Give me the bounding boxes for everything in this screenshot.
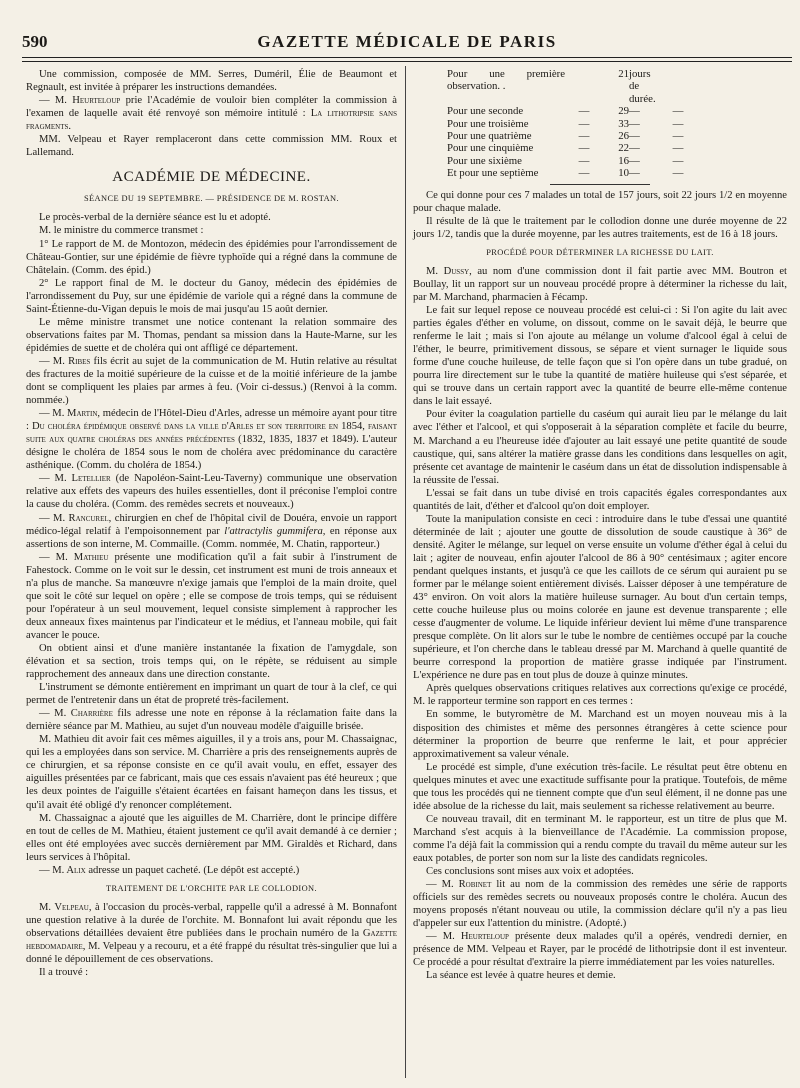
duration-days: 10 <box>618 167 629 180</box>
duration-tail: — <box>672 117 684 130</box>
duration-dash: — <box>578 117 590 130</box>
person-name: M. Rancurel, <box>53 512 112 524</box>
paragraph: Le procédé est simple, d'une exécution très-facile. Le résultat peut être obtenu en quelques minutes et avec une exactitude suffisante pour la pratique. Toutefois, de même que tous les procédés qui ne tiennent compte que d'un seul élément, il ne donne pas une idée absolue de la richesse du lait, mais seulement sa richesse relativement au beurre. <box>413 761 787 812</box>
paragraph: — M. Robinet lit au nom de la commission des remèdes une série de rapports officiels sur des remèdes secrets ou nouveaux proposés contre le choléra. Aucun des moyens proposés n'étant nouveau ou utile, la commission déclare qu'il n'y a pas lieu d'appeler sur eux l'attention du ministre. (Adopté.) <box>413 879 787 930</box>
duration-dash: — <box>578 130 590 143</box>
duration-days: 26 <box>618 130 629 143</box>
paragraph: Il résulte de là que le traitement par le collodion donne une durée moyenne de 22 jours 1/2, tandis que la durée moyenne, par les autres traitements, est de 16 à 18 jours. <box>413 215 787 240</box>
header-rule-top <box>22 57 792 58</box>
paragraph: — M. Letellier (de Napoléon-Saint-Leu-Taverny) communique une observation relative aux effets des vapeurs des huiles essentielles, dont il préconise l'emploi contre la cause du choléra. (Comm. des remèdes secrets et nouveaux.) <box>26 473 397 511</box>
person-name: M. Velpeau, <box>39 901 92 913</box>
paragraph: L'instrument se démonte entièrement en imprimant un quart de tour à la clef, ce qui permet de l'entretenir dans un état de propreté très-facilement. <box>26 682 397 707</box>
paragraph: — M. Heurteloup présente deux malades qu'il a opérés, vendredi dernier, en présence de MM. Velpeau et Rayer, par le procédé de lithotripsie dont il est inventeur. Ce procédé a pour résultat d'extraire la pierre immédiatement par les voies naturelles. <box>413 931 787 969</box>
paragraph: Ce qui donne pour ces 7 malades un total de 157 jours, soit 22 jours 1/2 en moyenne pour chaque malade. <box>413 189 787 214</box>
duration-days: 21 <box>618 68 629 80</box>
paragraph: — M. Mathieu présente une modification qu'il a fait subir à l'instrument de Fahestock. Comme on le voit sur le dessin, cet instrument est muni de trois anneaux et n'a plus de manche. Sa manœuvre n'exige jamais que l'emploi de la main droite, quel que soit le côté sur lequel on opère ; elle se compose de trois temps, qui se réduisent pour l'opérateur à un seul mouvement, lequel consiste simplement à rapprocher les deux anneaux fixes maintenus par l'indicateur et le médius, et l'anneau mobile, qui fait avancer le pouce. <box>26 551 398 641</box>
paragraph: M. Velpeau, à l'occasion du procès-verbal, rappelle qu'il a adressé à M. Bonnafont une question relative à la durée de l'orchite. M. Bonnafont lui avait répondu que les observations détaillées devaient être publiées dans le prochain numéro de la Gazette hebdomadaire, M. Velpeau y a recouru, et a été frappé du résultat très-singulier que lui a donné le dépouillement de ces observations. <box>26 901 398 966</box>
paragraph: La séance est levée à quatre heures et demie. <box>426 970 616 982</box>
person-name: M. Mathieu <box>55 551 109 563</box>
duration-dash <box>565 68 603 105</box>
duration-days: 29 <box>618 105 629 118</box>
paragraph: — M. Ribes fils écrit au sujet de la communication de M. Hutin relative au résultat des fractures de la moitié supérieure de la cuisse et de la moitié inférieure de la jambe dont se compliquent les plaies par armes à feu. (Voir ci-dessus.) (Renvoi à la comm. nommée.) <box>26 355 397 407</box>
duration-tail: — <box>672 154 684 167</box>
right-column <box>413 68 787 982</box>
duration-label: Et pour une septième <box>447 167 539 180</box>
subsection-heading: PROCÉDÉ POUR DÉTERMINER LA RICHESSE DU LAIT. <box>486 247 714 257</box>
page-header <box>22 12 792 52</box>
duration-row <box>447 68 693 105</box>
paragraph: On obtient ainsi et d'une manière instantanée la fixation de l'amygdale, son élévation et sa section, trois temps qui, on le répète, se réduisent au simple rapprochement des anneaux dans une direction constante. <box>26 642 397 681</box>
paragraph: Pour éviter la coagulation partielle du caséum qui aurait lieu par le mélange du lait avec l'éther et l'alcool, et qui s'opposerait à la séparation complète et facile du beurre, M. Marchand a eu l'heureuse idée d'ajouter au lait essayé une petite quantité de soude caustique, qui, sans altérer la matière grasse dans les conditions dans lesquelles on agit, présente cet avantage de maintenir le caséum dans un état de dissolution indispensable à la réussite de l'essai. <box>413 409 787 486</box>
paragraph: M. Dussy, au nom d'une commission dont il fait partie avec MM. Boutron et Boullay, lit un rapport sur un nouveau procédé propre à déterminer la richesse du lait, par M. Marchand, pharmacien à Fécamp. <box>413 265 787 303</box>
duration-unit: — <box>629 154 640 167</box>
duration-days: 33 <box>618 117 629 130</box>
paragraph: Il a trouvé : <box>39 967 89 979</box>
session-heading: SÉANCE DU 19 SEPTEMBRE. — PRÉSIDENCE DE M. ROSTAN. <box>83 194 339 204</box>
duration-table <box>447 68 693 180</box>
journal-title: GAZETTE MÉDICALE DE PARIS <box>257 32 557 51</box>
duration-tail: — <box>672 167 684 180</box>
left-column <box>26 68 397 979</box>
duration-row <box>447 118 693 130</box>
person-name: M. Heurteloup <box>54 95 121 107</box>
duration-row <box>447 167 693 179</box>
duration-unit: — <box>629 167 640 180</box>
person-name: M. Ribes <box>52 355 91 367</box>
paragraph: — M. Alix adresse un paquet cacheté. (Le dépôt est accepté.) <box>39 864 300 876</box>
duration-dash: — <box>578 167 590 180</box>
section-heading: ACADÉMIE DE MÉDECINE. <box>112 169 311 186</box>
duration-dash: — <box>578 142 590 155</box>
person-name: M. Dussy, <box>426 265 472 277</box>
paragraph: — M. Heurteloup prie l'Académie de vouloir bien compléter la commission à l'examen de laquelle avait été renvoyé son mémoire intitulé : La lithotripsie sans fragments. <box>26 95 398 133</box>
duration-label: Pour une sixième <box>447 154 522 167</box>
memoir-title: Du choléra épidémique observé dans la ville d'Arles et son territoire en 1854, faisant suite aux quatre choléras des années précédentes <box>26 421 398 446</box>
duration-dash: — <box>578 105 590 118</box>
duration-row <box>447 142 693 154</box>
person-name: M. Robinet <box>441 879 492 891</box>
journal-name: Gazette hebdomadaire, <box>26 927 397 952</box>
duration-tail <box>663 68 693 105</box>
table-rule <box>550 184 650 185</box>
person-name: M. Charrière <box>54 708 113 720</box>
page-number: 590 <box>22 32 48 51</box>
paragraph: L'essai se fait dans un tube divisé en trois capacités égales correspondantes aux quantités de lait, d'éther et d'alcool qu'on doit employer. <box>413 487 787 512</box>
memoir-title: La lithotripsie sans fragments. <box>26 108 397 133</box>
paragraph: Une commission, composée de MM. Serres, Duméril, Élie de Beaumont et Regnault, est invitée à préparer les instructions demandées. <box>26 69 397 94</box>
subsection-heading: TRAITEMENT DE L'ORCHITE PAR LE COLLODION. <box>106 883 317 893</box>
duration-unit: jours de durée. <box>629 68 656 105</box>
paragraph: — M. Martin, médecin de l'Hôtel-Dieu d'Arles, adresse un mémoire ayant pour titre : Du choléra épidémique observé dans la ville d'Arles et son territoire en 1854, faisant suite aux quatre choléras des années précédentes (1832, 1835, 1837 et 1849). L'auteur désigne le choléra de 1854 sous le nom de choléra avec prédominance du caractère asthénique. (Comm. du choléra de 1854.) <box>26 408 398 472</box>
header-rule-bottom <box>22 61 792 62</box>
duration-label: Pour une quatrième <box>447 130 532 143</box>
duration-row <box>447 155 693 167</box>
column-divider <box>405 66 406 1078</box>
paragraph: M. Chassaignac a ajouté que les aiguilles de M. Charrière, dont le principe diffère en tout de celles de M. Mathieu, étaient justement ce qu'il avait demandé à ce dernier ; elles ont été employées avec succès dernièrement par MM. Giraldès et Richard, dans leurs services à l'hôpital. <box>26 812 397 863</box>
duration-row <box>447 105 693 117</box>
paragraph: MM. Velpeau et Rayer remplaceront dans cette commission MM. Roux et Lallemand. <box>26 134 397 159</box>
duration-label: Pour une seconde <box>447 105 524 118</box>
paragraph: M. Mathieu dit avoir fait ces mêmes aiguilles, il y a trois ans, pour M. Chassaignac, qui les a employées dans son service. M. Charrière a pris des renseignements auprès de ce chirurgien, et sa réponse consiste en ce qu'il avait voulu, en effet, essayer des aiguilles présentées par ce fabricant, mais que ces essais n'avaient pas été heureux ; que les deux pointes de l'aiguille s'étaient écartées en faisant hameçon dans les tissus, et qu'il avait été obligé d'y renoncer complétement. <box>26 734 397 811</box>
person-name: M. Heurteloup <box>442 931 509 943</box>
duration-unit: — <box>629 117 640 130</box>
paragraph: Après quelques observations critiques relatives aux corrections qu'exige ce procédé, M. le rapporteur termine son rapport en ces termes : <box>413 683 787 708</box>
paragraph: Ce nouveau travail, dit en terminant M. le rapporteur, est un titre de plus que M. Marchand s'est acquis à la bienveillance de l'Académie. La commission propose, comme l'a déjà fait la commission qui a rendu compte du travail du même auteur sur les eaux potables, de porter son nom sur la liste des candidats regnicoles. <box>413 813 787 864</box>
person-name: M. Martin, <box>52 408 101 420</box>
duration-tail: — <box>672 105 684 118</box>
duration-unit: — <box>629 105 640 118</box>
paragraph: M. le ministre du commerce transmet : <box>39 225 204 237</box>
duration-tail: — <box>672 142 684 155</box>
plant-name: l'attractylis gummifera, <box>224 525 326 537</box>
paragraph: 1° Le rapport de M. de Montozon, médecin des épidémies pour l'arrondissement de Château-Gontier, sur une épidémie de fièvre typhoïde qui a régné dans la commune de Châtelain. (Comm. des épid.) <box>26 238 397 276</box>
person-name: M. Alix <box>52 864 86 876</box>
duration-days: 16 <box>618 154 629 167</box>
paragraph: En somme, le butyromètre de M. Marchand est un moyen nouveau mis à la disposition des chimistes et même des personnes étrangères à cette science pour déterminer la proportion de beurre que renferme le lait, et pour apprécier approximativement sa valeur vénale. <box>413 709 787 760</box>
duration-unit: — <box>629 142 640 155</box>
duration-label: Pour une première observation. . <box>447 68 565 93</box>
duration-days: 22 <box>618 142 629 155</box>
duration-label: Pour une troisième <box>447 117 529 130</box>
paragraph: — M. Charrière fils adresse une note en réponse à la réclamation faite dans la dernière séance par M. Mathieu, au sujet d'un nouveau modèle d'aiguille brisée. <box>26 708 397 733</box>
duration-dash: — <box>578 154 590 167</box>
duration-unit: — <box>629 130 640 143</box>
duration-tail: — <box>672 130 684 143</box>
paragraph: Ces conclusions sont mises aux voix et adoptées. <box>426 866 634 878</box>
paragraph: — M. Rancurel, chirurgien en chef de l'hôpital civil de Douéra, envoie un rapport médico-légal relatif à l'empoisonnement par l'attractylis gummifera, en réponse aux assertions de son interne, M. Commaille. (Comm. nommée, M. Chatin, rapporteur.) <box>26 512 398 550</box>
paragraph: Le procès-verbal de la dernière séance est lu et adopté. <box>39 212 271 224</box>
paragraph: 2° Le rapport final de M. le docteur du Ganoy, médecin des épidémies de l'arrondissement du Puy, sur une épidémie de variole qui a régné dans la commune de Saint-Étienne-du-Vigan depuis le mois de mai jusqu'au 15 août dernier. <box>26 277 397 315</box>
duration-row <box>447 130 693 142</box>
paragraph: Le fait sur lequel repose ce nouveau procédé est celui-ci : Si l'on agite du lait avec parties égales d'éther en volume, on dissout, comme on le savait déjà, le beurre que renferme le lait ; mais si l'on ajoute au mélange un volume d'alcool égal à celui de l'éther, le beurre, primitivement dissous, se sépare et vient surnager le liquide sous forme d'une couche huileuse, de telle façon que si l'on opère dans un tube gradué, on pourra lire directement sur le tube la quantité de matière huileuse qui s'est séparée, et qui se trouve dans un certain rapport avec la quantité de beurre elle-même contenue dans le lait essayé. <box>413 305 787 408</box>
paragraph: Le même ministre transmet une notice contenant la relation sommaire des observations faites par M. Thomas, pendant sa mission dans la Haute-Marne, sur les épidémies de suette et de choléra qui ont affligé ce département. <box>26 316 397 354</box>
paragraph: Toute la manipulation consiste en ceci : introduire dans le tube d'essai une quantité déterminée de lait ; ajouter une goutte de dissolution de soude caustique à 36° de densité. Agiter le mélange, sur lequel on verse ensuite un volume d'éther égal à celui du lait ; agiter de nouveau, enfin ajouter l'alcool de 86 à 90° centésimaux ; agiter encore pendant quelques instants, et jusqu'à ce que les caillots de ce sérum qui auraient pu se former par le mélange soient entièrement divisés. Laisser déposer à une température de 43° environ. On voit alors la matière huileuse surnager. Au bout d'un certain temps, cette couche huileuse plus ou moins colorée en jaune est devenue transparente ; elle cesse d'augmenter de volume. Le liquide inférieur devient lui même d'une transparence presque complète. On lit alors sur le tube le nombre de centièmes occupé par la couche supérieure, et l'on cherche dans le tableau dressé par M. Marchand à quelle quantité de beurre correspond la proportion de matière grasse indiquée par l'instrument. L'expérience ne dure pas en tout plus de douze à quinze minutes. <box>413 513 787 682</box>
duration-label: Pour une cinquième <box>447 142 534 155</box>
person-name: M. Letellier <box>54 473 111 485</box>
